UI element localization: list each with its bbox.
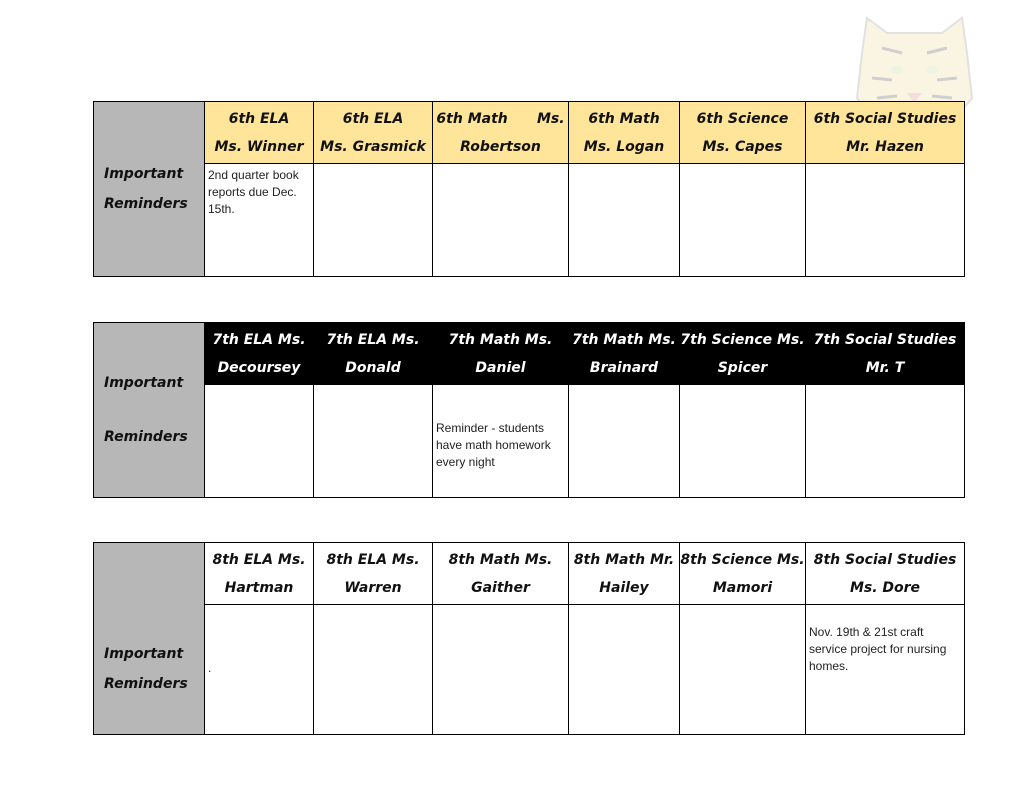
seventh-grade-reminders-table (93, 322, 965, 498)
header-7th-social-studies-t: 7th Social Studies Mr. T (806, 323, 965, 385)
reminder-cell[interactable] (569, 385, 680, 498)
reminder-cell[interactable]: . (205, 605, 314, 735)
reminder-cell[interactable]: 2nd quarter book reports due Dec. 15th. (205, 164, 314, 277)
header-6th-ela-winner: 6th ELA Ms. Winner (205, 102, 314, 164)
header-7th-ela-decoursey: 7th ELA Ms. Decoursey (205, 323, 314, 385)
header-6th-math-logan: 6th Math Ms. Logan (569, 102, 680, 164)
header-8th-ela-hartman: 8th ELA Ms. Hartman (205, 543, 314, 605)
eighth-grade-reminders-table (93, 542, 965, 735)
reminder-cell[interactable] (680, 385, 806, 498)
reminder-cell[interactable] (680, 164, 806, 277)
important-reminders-label: Important Reminders (94, 102, 205, 277)
header-6th-math-robertson: 6th Math Ms. Robertson (433, 102, 569, 164)
reminder-cell[interactable] (433, 605, 569, 735)
header-8th-science-mamori: 8th Science Ms. Mamori (680, 543, 806, 605)
reminder-cell[interactable] (205, 385, 314, 498)
header-8th-social-studies-dore: 8th Social Studies Ms. Dore (806, 543, 965, 605)
important-reminders-label: Important Reminders (94, 323, 205, 498)
header-8th-math-hailey: 8th Math Mr. Hailey (569, 543, 680, 605)
header-7th-ela-donald: 7th ELA Ms. Donald (314, 323, 433, 385)
header-7th-science-spicer: 7th Science Ms. Spicer (680, 323, 806, 385)
header-6th-ela-grasmick: 6th ELA Ms. Grasmick (314, 102, 433, 164)
reminder-cell[interactable] (314, 164, 433, 277)
reminder-cell[interactable] (314, 385, 433, 498)
reminder-cell[interactable] (569, 605, 680, 735)
reminder-cell[interactable] (433, 164, 569, 277)
header-7th-math-brainard: 7th Math Ms. Brainard (569, 323, 680, 385)
reminder-cell[interactable] (569, 164, 680, 277)
header-7th-math-daniel: 7th Math Ms. Daniel (433, 323, 569, 385)
reminder-cell[interactable]: Nov. 19th & 21st craft service project for nursing homes. (806, 605, 965, 735)
important-reminders-label: Important Reminders (94, 543, 205, 735)
reminder-cell[interactable] (806, 164, 965, 277)
sixth-grade-reminders-table (93, 101, 965, 277)
header-6th-science-capes: 6th Science Ms. Capes (680, 102, 806, 164)
reminder-cell[interactable] (806, 385, 965, 498)
reminder-cell[interactable]: Reminder - students have math homework every night (433, 385, 569, 498)
header-8th-math-gaither: 8th Math Ms. Gaither (433, 543, 569, 605)
header-6th-social-studies-hazen: 6th Social Studies Mr. Hazen (806, 102, 965, 164)
reminder-cell[interactable] (680, 605, 806, 735)
reminder-cell[interactable] (314, 605, 433, 735)
header-8th-ela-warren: 8th ELA Ms. Warren (314, 543, 433, 605)
